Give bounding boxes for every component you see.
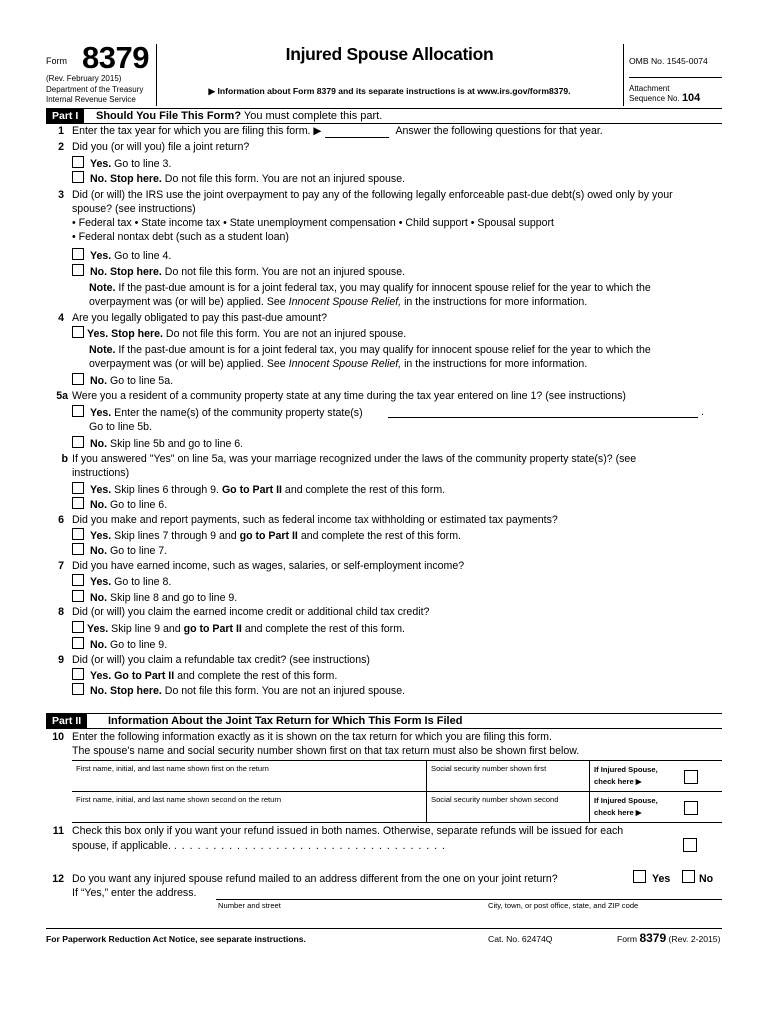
line5b-yes-checkbox[interactable] bbox=[72, 482, 84, 494]
spouse2-row bbox=[72, 792, 722, 822]
line5a-no bbox=[72, 436, 243, 451]
line12-number: 12 bbox=[52, 873, 64, 885]
line7-no bbox=[72, 590, 237, 605]
line3-note-text1: If the past-due amount is for a joint federal tax, you may qualify for innocent spouse relief for the year to which the bbox=[115, 282, 651, 294]
line3-no bbox=[72, 264, 405, 279]
line4-no-text: Go to line 5a. bbox=[107, 375, 174, 387]
line12-yes-checkbox[interactable] bbox=[633, 870, 646, 883]
attachment-sequence bbox=[629, 84, 700, 103]
line12-text1: Do you want any injured spouse refund mailed to an address different from the one on your joint return? bbox=[72, 873, 558, 885]
part1-title-rest: You must complete this part. bbox=[241, 110, 383, 122]
line4-yes-label: Yes. bbox=[87, 328, 109, 340]
line9-no-checkbox[interactable] bbox=[72, 683, 84, 695]
line6-number: 6 bbox=[58, 514, 64, 526]
line4-no bbox=[72, 373, 173, 388]
spouse2-injured-cell bbox=[590, 792, 722, 822]
community-property-state-input[interactable] bbox=[388, 405, 698, 418]
line3-no-checkbox[interactable] bbox=[72, 264, 84, 276]
line5b-no bbox=[72, 497, 167, 512]
line6-yes-label: Yes. bbox=[90, 530, 112, 542]
line6-yes-go: go to Part II bbox=[239, 530, 298, 542]
spouse1-injured-label1: If Injured Spouse, bbox=[594, 765, 658, 774]
line6-no bbox=[72, 543, 167, 558]
line4-yes bbox=[72, 326, 406, 341]
line12-no-checkbox[interactable] bbox=[682, 870, 695, 883]
line8-yes-text: Skip line 9 and bbox=[108, 623, 184, 635]
line11-dots: . . . . . . . . . . . . . . . . . . . . . . . . . . . . . . . . . . . bbox=[173, 840, 446, 852]
spouse2-name-label: First name, initial, and last name shown second on the return bbox=[76, 795, 282, 804]
line6-yes bbox=[72, 528, 461, 543]
footer-form-number: 8379 bbox=[639, 931, 667, 945]
form-info-line: ▶ Information about Form 8379 and its separate instructions is at www.irs.gov/form8379. bbox=[208, 86, 571, 96]
line8-no-label: No. bbox=[90, 639, 108, 651]
spouse1-ssn-label: Social security number shown first bbox=[431, 764, 547, 773]
line5b-yes-label: Yes. bbox=[90, 484, 112, 496]
footer-form-word: Form bbox=[617, 934, 638, 944]
line2-no-label: No. bbox=[90, 173, 108, 185]
catalog-number: Cat. No. 62474Q bbox=[488, 934, 553, 944]
part1-title-bold: Should You File This Form? bbox=[96, 110, 242, 122]
street-label: Number and street bbox=[218, 901, 281, 910]
spouse1-injured-label2: check here ▶ bbox=[594, 777, 642, 786]
line7-yes-text: Go to line 8. bbox=[111, 576, 172, 588]
spouse2-name-field[interactable] bbox=[72, 792, 427, 822]
part2-header bbox=[46, 713, 722, 729]
line4-yes-checkbox[interactable] bbox=[72, 326, 84, 338]
line6-yes-checkbox[interactable] bbox=[72, 528, 84, 540]
spouse2-injured-label1: If Injured Spouse, bbox=[594, 796, 658, 805]
line3-yes bbox=[72, 248, 171, 263]
line3-yes-label: Yes. bbox=[90, 250, 112, 262]
line2-yes-label: Yes. bbox=[90, 158, 112, 170]
line5a-no-checkbox[interactable] bbox=[72, 436, 84, 448]
line12-yes bbox=[633, 870, 670, 886]
line2-no-text: Do not file this form. You are not an injured spouse. bbox=[161, 173, 406, 185]
spouse1-name-label: First name, initial, and last name shown first on the return bbox=[76, 764, 269, 773]
line3-note-text2a: overpayment was (or will be) applied. See bbox=[89, 296, 289, 308]
line1-text: Enter the tax year for which you are filing this form. ▶ bbox=[72, 125, 322, 137]
line1-after: Answer the following questions for that year. bbox=[395, 125, 603, 137]
spouse2-ssn-label: Social security number shown second bbox=[431, 795, 559, 804]
department: Department of the Treasury bbox=[46, 84, 144, 94]
line6-yes-text: Skip lines 7 through 9 and bbox=[111, 530, 240, 542]
line9-no-label: No. bbox=[90, 685, 108, 697]
revision-block bbox=[46, 74, 143, 106]
line3-note1 bbox=[89, 281, 651, 295]
line10-text2: The spouse's name and social security number shown first on that tax return must also be shown first below. bbox=[72, 745, 580, 757]
line4-note-text2i: Innocent Spouse Relief, bbox=[288, 358, 402, 370]
part1-title bbox=[96, 109, 382, 123]
line1-number: 1 bbox=[58, 125, 64, 137]
line4-no-label: No. bbox=[90, 375, 108, 387]
line11-text1: Check this box only if you want your refund issued in both names. Otherwise, separate refunds will be issued for each bbox=[72, 825, 624, 837]
line8-yes-label: Yes. bbox=[87, 623, 109, 635]
line9-no-text: Do not file this form. You are not an injured spouse. bbox=[161, 685, 406, 697]
line5b-number: b bbox=[61, 453, 68, 465]
line5b-no-label: No. bbox=[90, 499, 108, 511]
line9-yes-go: Go to Part II bbox=[111, 670, 175, 682]
line9-number: 9 bbox=[58, 654, 64, 666]
spouse2-ssn-field[interactable] bbox=[427, 792, 590, 822]
line3-text4: • Federal nontax debt (such as a student loan) bbox=[72, 231, 289, 243]
line6-text: Did you make and report payments, such as federal income tax withholding or estimated tax payments? bbox=[72, 514, 558, 526]
form-word: Form bbox=[46, 56, 67, 66]
line3-note-text2i: Innocent Spouse Relief, bbox=[288, 296, 402, 308]
sequence-label: Sequence No. bbox=[629, 93, 680, 103]
line9-yes-checkbox[interactable] bbox=[72, 668, 84, 680]
line6-no-text: Go to line 7. bbox=[107, 545, 168, 557]
line5b-no-checkbox[interactable] bbox=[72, 497, 84, 509]
line5b-no-text: Go to line 6. bbox=[107, 499, 168, 511]
line3-yes-checkbox[interactable] bbox=[72, 248, 84, 260]
spouse1-ssn-field[interactable] bbox=[427, 761, 590, 791]
line2-no-stop: Stop here. bbox=[110, 173, 162, 185]
line3-note-text2b: in the instructions for more information. bbox=[401, 296, 588, 308]
line9-yes-text: and complete the rest of this form. bbox=[174, 670, 338, 682]
spouse1-injured-cell bbox=[590, 761, 722, 791]
tax-year-input[interactable] bbox=[325, 125, 389, 138]
line12-text2: If “Yes,” enter the address. bbox=[72, 887, 197, 899]
part1-tag: Part I bbox=[46, 109, 84, 123]
line11-text2-row bbox=[72, 839, 446, 853]
line1 bbox=[72, 124, 603, 138]
line3-text1: Did (or will) the IRS use the joint overpayment to pay any of the following legally enforceable past-due debt(s) owed only by your bbox=[72, 189, 673, 201]
line4-note-text2a: overpayment was (or will be) applied. See bbox=[89, 358, 289, 370]
spouse1-row bbox=[72, 761, 722, 791]
line2-no bbox=[72, 171, 405, 186]
line7-number: 7 bbox=[58, 560, 64, 572]
line8-text: Did (or will) you claim the earned income credit or additional child tax credit? bbox=[72, 606, 430, 618]
line9-yes bbox=[72, 668, 337, 683]
spouse1-injured-checkbox[interactable] bbox=[684, 770, 698, 784]
line5a-period: . bbox=[701, 406, 704, 418]
line4-note-text2b: in the instructions for more information. bbox=[401, 358, 588, 370]
paperwork-notice: For Paperwork Reduction Act Notice, see separate instructions. bbox=[46, 934, 306, 944]
line2-yes-checkbox[interactable] bbox=[72, 156, 84, 168]
line5a-yes-label: Yes. bbox=[90, 407, 112, 419]
revision-date: (Rev. February 2015) bbox=[46, 74, 122, 83]
line4-note1 bbox=[89, 343, 651, 357]
line2-yes bbox=[72, 156, 171, 171]
line3-note2 bbox=[89, 295, 587, 309]
line8-no bbox=[72, 637, 167, 652]
line12-yes-label: Yes bbox=[652, 873, 671, 885]
line5a-number: 5a bbox=[56, 390, 68, 402]
line8-number: 8 bbox=[58, 606, 64, 618]
sequence-number: 104 bbox=[681, 91, 701, 104]
spouse2-injured-checkbox[interactable] bbox=[684, 801, 698, 815]
part2-title: Information About the Joint Tax Return for Which This Form Is Filed bbox=[108, 715, 463, 727]
line7-yes bbox=[72, 574, 171, 589]
line7-yes-label: Yes. bbox=[90, 576, 112, 588]
line3-no-label: No. bbox=[90, 266, 108, 278]
line7-text: Did you have earned income, such as wages, salaries, or self-employment income? bbox=[72, 560, 465, 572]
attachment-label: Attachment bbox=[629, 84, 670, 93]
form-header bbox=[46, 40, 722, 106]
line5b-text2: instructions) bbox=[72, 467, 130, 479]
title-block bbox=[156, 44, 624, 106]
line7-yes-checkbox[interactable] bbox=[72, 574, 84, 586]
line9-yes-label: Yes. bbox=[90, 670, 112, 682]
line2-yes-text: Go to line 3. bbox=[111, 158, 172, 170]
line8-no-text: Go to line 9. bbox=[107, 639, 168, 651]
line4-yes-stop: Stop here. bbox=[111, 328, 163, 340]
footer-rule bbox=[46, 928, 722, 929]
line5b-yes-text: Skip lines 6 through 9. bbox=[111, 484, 222, 496]
line4-yes-text: Do not file this form. You are not an injured spouse. bbox=[162, 328, 407, 340]
footer-form-id bbox=[617, 931, 720, 945]
line6-yes-text2: and complete the rest of this form. bbox=[297, 530, 461, 542]
line3-number: 3 bbox=[58, 189, 64, 201]
line6-no-checkbox[interactable] bbox=[72, 543, 84, 555]
line6-no-label: No. bbox=[90, 545, 108, 557]
line7-no-label: No. bbox=[90, 592, 108, 604]
line2-number: 2 bbox=[58, 141, 64, 153]
line7-no-text: Skip line 8 and go to line 9. bbox=[107, 592, 238, 604]
line4-no-checkbox[interactable] bbox=[72, 373, 84, 385]
line4-number: 4 bbox=[58, 312, 64, 324]
line5a-no-text: Skip line 5b and go to line 6. bbox=[107, 438, 244, 450]
line3-no-text: Do not file this form. You are not an injured spouse. bbox=[161, 266, 406, 278]
line11-text2: spouse, if applicable. bbox=[72, 840, 171, 852]
line5b-text1: If you answered "Yes" on line 5a, was your marriage recognized under the laws of the community property state(s)? (see bbox=[72, 453, 637, 465]
line2-text: Did you (or will you) file a joint return? bbox=[72, 141, 250, 153]
spouse2-injured-label2: check here ▶ bbox=[594, 808, 642, 817]
line2-no-checkbox[interactable] bbox=[72, 171, 84, 183]
line8-yes-checkbox[interactable] bbox=[72, 621, 84, 633]
line9-no bbox=[72, 683, 405, 698]
line8-yes-go: go to Part II bbox=[183, 623, 242, 635]
line5b-yes-text2: and complete the rest of this form. bbox=[281, 484, 446, 496]
footer-rev: (Rev. 2-2015) bbox=[668, 934, 721, 944]
spouse1-name-field[interactable] bbox=[72, 761, 427, 791]
form-id-block bbox=[46, 40, 157, 106]
line10-number: 10 bbox=[52, 731, 64, 743]
spouse-info-table bbox=[72, 760, 722, 823]
line9-text: Did (or will) you claim a refundable tax credit? (see instructions) bbox=[72, 654, 370, 666]
line5a-no-label: No. bbox=[90, 438, 108, 450]
omb-number: OMB No. 1545-0074 bbox=[629, 44, 722, 78]
line3-yes-text: Go to line 4. bbox=[111, 250, 172, 262]
line12-no bbox=[682, 870, 713, 886]
line4-note-text1: If the past-due amount is for a joint federal tax, you may qualify for innocent spouse relief for the year to which the bbox=[115, 344, 651, 356]
line5a-yes-checkbox[interactable] bbox=[72, 405, 84, 417]
part1-header bbox=[46, 108, 722, 124]
city-label: City, town, or post office, state, and ZIP code bbox=[488, 901, 639, 910]
form-number: 8379 bbox=[82, 40, 149, 75]
line4-text: Are you legally obligated to pay this past-due amount? bbox=[72, 312, 328, 324]
part2-tag: Part II bbox=[46, 714, 87, 728]
line5b-yes bbox=[72, 482, 445, 497]
line10-text1: Enter the following information exactly as it is shown on the tax return for which you are filing this form. bbox=[72, 731, 552, 743]
line7-no-checkbox[interactable] bbox=[72, 590, 84, 602]
line3-no-stop: Stop here. bbox=[110, 266, 162, 278]
line12-no-label: No bbox=[699, 873, 714, 885]
line3-text3: • Federal tax • State income tax • State unemployment compensation • Child support • Spousal support bbox=[72, 217, 554, 229]
both-names-checkbox[interactable] bbox=[683, 838, 697, 852]
line8-yes bbox=[72, 621, 405, 636]
line8-yes-text2: and complete the rest of this form. bbox=[241, 623, 405, 635]
line3-note-label: Note. bbox=[89, 282, 116, 294]
line8-no-checkbox[interactable] bbox=[72, 637, 84, 649]
line9-no-stop: Stop here. bbox=[110, 685, 162, 697]
line5b-yes-go: Go to Part II bbox=[221, 484, 282, 496]
line3-text2: spouse? (see instructions) bbox=[72, 203, 196, 215]
agency: Internal Revenue Service bbox=[46, 95, 136, 104]
line5a-goto: Go to line 5b. bbox=[89, 421, 153, 433]
form-title: Injured Spouse Allocation bbox=[285, 44, 494, 64]
line5a-yes bbox=[72, 405, 363, 420]
omb-block bbox=[623, 44, 722, 106]
line4-note-label: Note. bbox=[89, 344, 116, 356]
line11-number: 11 bbox=[52, 825, 64, 837]
alternate-address-input[interactable] bbox=[216, 886, 722, 900]
line5a-yes-text: Enter the name(s) of the community property state(s) bbox=[111, 407, 363, 419]
line5a-text: Were you a resident of a community property state at any time during the tax year entered on line 1? (see instructions) bbox=[72, 390, 626, 402]
line4-note2 bbox=[89, 357, 587, 371]
